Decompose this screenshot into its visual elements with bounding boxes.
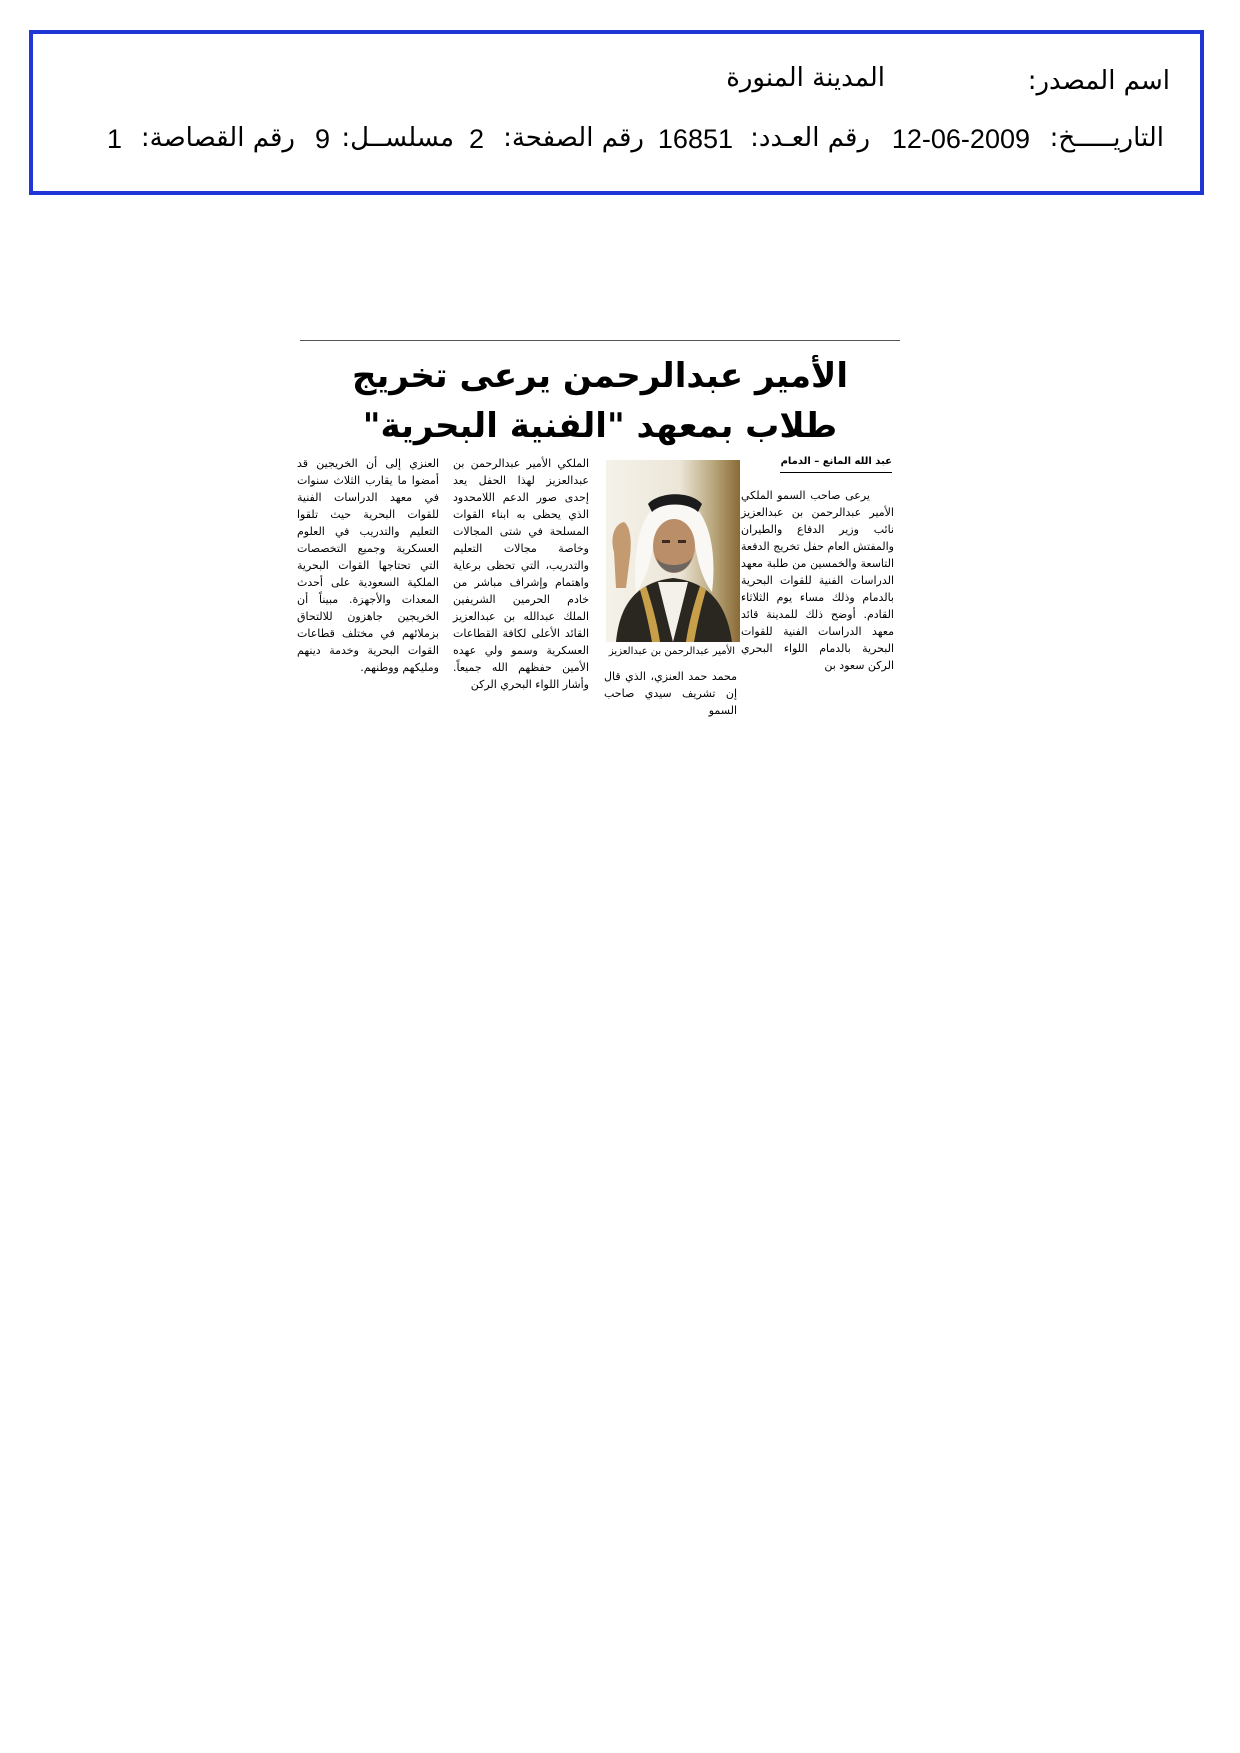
source-value: المدينة المنورة	[726, 63, 885, 93]
source-label: اسم المصدر:	[1027, 66, 1170, 96]
issue-label: رقم العـدد:	[750, 123, 870, 153]
page-value: 2	[468, 124, 484, 154]
serial-value: 9	[314, 124, 330, 154]
headline-line-1: الأمير عبدالرحمن يرعى تخريج	[351, 356, 848, 396]
byline: عبد الله المانع – الدمام	[780, 456, 892, 473]
page-label: رقم الصفحة:	[503, 123, 644, 153]
photo-caption: الأمير عبدالرحمن بن عبدالعزيز	[608, 646, 736, 657]
article-column-4: العنزي إلى أن الخريجين قد أمضوا ما يقارب الثلاث سنوات في معهد الدراسات الفنية للقوات البحرية حيث تلقوا التعليم والتدريب في العلوم العسكرية وجميع التخصصات التي تحتاجها القوات البحرية الملكية السعودية على أحدث المعدات والأجهزة. مبيناً أن الخريجين جاهزون للالتحاق بزملائهم في مختلف قطاعات القوات البحرية وخدمة دينهم ومليكهم ووطنهم.	[297, 457, 439, 674]
serial-label: مسلســل:	[341, 123, 454, 153]
article-column-2: محمد حمد العنزي، الذي قال إن تشريف سيدي صاحب السمو	[604, 670, 737, 717]
article-column-3: الملكي الأمير عبدالرحمن بن عبدالعزيز لهذا الحفل يعد إحدى صور الدعم اللامحدود الذي يحظى به ابناء القوات المسلحة في شتى المجالات وخاصة مجالات التعليم والتدريب، التي تحظى برعاية واهتمام وإشراف مباشر من خادم الحرمين الشريفين الملك عبدالله بن عبدالعزيز القائد الأعلى لكافة القطاعات العسكرية وسمو ولي عهده الأمين حفظهم الله جميعاً. وأشار اللواء البحري الركن	[453, 457, 589, 691]
article-top-rule	[300, 340, 900, 341]
date-value: 12-06-2009	[891, 124, 1030, 154]
headline-line-2: طلاب بمعهد "الفنية البحرية"	[362, 406, 838, 446]
clip-value: 1	[106, 124, 122, 154]
clip-label: رقم القصاصة:	[140, 123, 295, 153]
prince-photo	[606, 460, 740, 642]
issue-value: 16851	[657, 124, 733, 154]
article-column-1: يرعى صاحب السمو الملكي الأمير عبدالرحمن بن عبدالعزيز نائب وزير الدفاع والطيران والمفتش العام حفل تخريج الدفعة التاسعة والخمسين من طلبة معهد الدراسات الفنية للقوات البحرية بالدمام وذلك مساء يوم الثلاثاء القادم. أوضح ذلك للمدينة قائد معهد الدراسات الفنية للقوات البحرية بالدمام اللواء البحري الركن سعود بن	[741, 489, 894, 672]
date-label: التاريـــــخ:	[1049, 123, 1164, 153]
clipping-info-box	[29, 30, 1204, 195]
portrait-illustration	[606, 460, 740, 642]
